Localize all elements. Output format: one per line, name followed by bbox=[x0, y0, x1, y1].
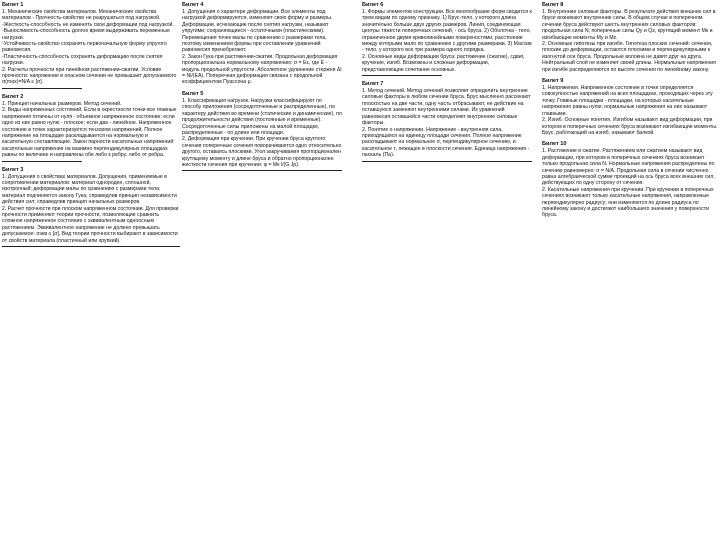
ticket-block bbox=[2, 167, 180, 247]
column-3 bbox=[362, 2, 532, 167]
ticket-paragraph: 1. Формы элементов конструкции. Все многообразие форм сводится к трем видам по одному признаку. 1) Брус-тело, у которого длина значительно больше двух других размеров. Линия, соединяющая центры тяжести поперечных сечений, - ось бруса. 2) Оболочка - тело, ограниченное двумя криволинейными поверхностями, расстояние между которыми мало по сравнению с другими размерами. 3) Массив - тело, у которого все три размера одного порядка. bbox=[362, 9, 534, 54]
ticket-paragraph: 1. Допущения о характере деформации. Все элементы под нагрузкой деформируются, изменяют свою форму и размеры. Деформации, исчезающие после снятия нагрузки, называют упругими; сохраняющиеся - остаточными (пластическими). Перемещения точек малы по сравнению с размерами тела, поэтому изменением формы при составлении уравнений равновесия пренебрегают. bbox=[182, 9, 334, 54]
ticket-paragraph: 2. Понятие о напряжении. Напряжение - внутренняя сила, приходящаяся на единицу площади сечения. Полное напряжение раскладывают на нормальное σ, перпендикулярное сечению, и касательное τ, лежащее в плоскости сечения. Единица напряжения - паскаль (Па). bbox=[362, 126, 531, 159]
column-4 bbox=[542, 2, 718, 224]
ticket-title: Билет 7 bbox=[362, 81, 384, 88]
divider-line bbox=[362, 161, 532, 162]
ticket-block bbox=[362, 2, 532, 76]
ticket-title: Билет 3 bbox=[2, 166, 24, 173]
divider-line bbox=[2, 246, 180, 247]
ticket-block bbox=[362, 81, 532, 161]
ticket-paragraph: 2. Деформация при кручении. При кручении бруса круглого сечения поперечные сечения поворачиваются одно относительно другого, оставаясь плоскими. Угол закручивания пропорционален крутящему моменту и длине бруса и обратно пропорционален жесткости сечения при кручении: φ = Mк l/(G Jp). bbox=[182, 136, 343, 168]
ticket-paragraph: -Выносливость-способность долгое время выдерживать переменные нагрузки. bbox=[2, 28, 172, 41]
ticket-paragraph: 2. Основные гипотезы при изгибе. Гипотеза плоских сечений: сечения, плоские до деформации, остаются плоскими и перпендикулярными к изогнутой оси бруса. Продольные волокна не давят друг на друга. Нейтральный слой не изменяет своей длины. Нормальные напряжения при изгибе распределяются по высоте сечения по линейному закону. bbox=[542, 41, 718, 73]
ticket-title: Билет 4 bbox=[182, 2, 204, 8]
ticket-paragraph: 2. Касательные напряжения при кручении. При кручении в поперечных сечениях возникают только касательные напряжения, направленные перпендикулярно радиусу; они изменяются по длине радиуса по линейному закону и достигают наибольшего значения у поверхности бруса. bbox=[542, 186, 715, 219]
ticket-paragraph: 2. Основные виды деформации бруса: растяжение (сжатие), сдвиг, кручение, изгиб. Возможны и сложные деформации, представляющие сочетание основных. bbox=[362, 53, 526, 73]
ticket-title: Билет 1 bbox=[2, 2, 24, 8]
ticket-block bbox=[542, 78, 718, 136]
ticket-paragraph: 1. Допущения о свойствах материалов. Допущения, применяемые в сопротивлении материалов: материал однороден, сплошной, изотропный; деформации малы по сравнению с размерами тела; материал подчиняется закону Гука; справедлив принцип независимости действия сил; справедлив принцип начальных размеров. bbox=[2, 173, 179, 206]
divider-line bbox=[2, 161, 82, 162]
divider-line bbox=[362, 75, 442, 76]
ticket-title: Билет 2 bbox=[2, 93, 24, 100]
ticket-paragraph: 1. Принцип начальных размеров. Метод сечений. bbox=[2, 100, 122, 107]
ticket-paragraph: -Устойчивость-свойство сохранять первоначальную форму упругого равновесия. bbox=[2, 41, 169, 54]
ticket-block bbox=[182, 2, 342, 86]
ticket-paragraph: 1. Классификация нагрузок. Нагрузки классифицируют по способу приложения (сосредоточенные и распределенные), по характеру действия во времени (статические и динамические), по продолжительности действия (постоянные и временные). Сосредоточенные силы приложены на малой площадке, распределенные - по длине или площади. bbox=[182, 97, 344, 136]
ticket-block bbox=[182, 91, 342, 171]
column-1 bbox=[2, 2, 180, 252]
ticket-paragraph: -Пластичность-способность сохранять деформацию после снятия нагрузки. bbox=[2, 53, 164, 67]
ticket-paragraph: 2. Расчеты прочности при линейном растяжении-сжатии. Условие прочности: напряжение в опасном сечении не превышает допускаемого σ(max)=N/A ≤ [σ]. bbox=[2, 66, 178, 86]
ticket-paragraph: 1. Метод сечений. Метод сечений позволяет определить внутренние силовые факторы в любом сечении бруса. Брус мысленно рассекают плоскостью на две части, одну часть отбрасывают, ее действие на оставшуюся заменяют внутренними силами. Из уравнений равновесия оставшейся части определяют внутренние силовые факторы. bbox=[362, 88, 533, 127]
ticket-paragraph: -Жесткость-способность не изменять свои деформации под нагрузкой. bbox=[2, 21, 174, 28]
column-2 bbox=[182, 2, 342, 176]
ticket-paragraph: 1. Напряжения. Напряженное состояние в точке определяется совокупностью напряжений на всех площадках, проходящих через эту точку. Главные площадки - площадки, на которых касательные напряжения равны нулю; нормальные напряжения на них называют главными. bbox=[542, 85, 715, 117]
ticket-paragraph: 1. Внутренние силовые факторы. В результате действия внешних сил в брусе возникают внутренние силы. В общем случае в поперечном сечении бруса действуют шесть внутренних силовых факторов: продольная сила N, поперечные силы Qy и Qz, крутящий момент Mк и изгибающие моменты My и Mz. bbox=[542, 9, 717, 41]
ticket-block bbox=[2, 2, 180, 89]
divider-line bbox=[182, 170, 342, 171]
divider-line bbox=[2, 88, 82, 89]
ticket-paragraph: 1. Механические свойства материалов. Механические свойства материалов - Прочность-свойство не разрушаться под нагрузкой. bbox=[2, 9, 161, 22]
ticket-paragraph: 2. Изгиб. Основные понятия. Изгибом называют вид деформации, при котором в поперечных сечениях бруса возникают изгибающие моменты. Брус, работающий на изгиб, называют балкой. bbox=[542, 117, 719, 136]
ticket-paragraph: 1. Растяжение и сжатие. Растяжением или сжатием называют вид деформации, при котором в поперечных сечениях бруса возникает только продольная сила N. Нормальные напряжения распределены по сечению равномерно: σ = N/A. Продольная сила в сечении численно равна алгебраической сумме проекций на ось бруса всех внешних сил, действующих по одну сторону от сечения. bbox=[542, 148, 717, 187]
ticket-paragraph: 2. Расчет прочности при плоском напряженном состоянии. Для проверки прочности применяют теории прочности, позволяющие сравнить сложное напряженное состояние с эквивалентным одноосным растяжением. Эквивалентное напряжение не должно превышать допускаемое: σэкв ≤ [σ]. Вид теории прочности выбирают в зависимости от свойств материала (пластичный или хрупкий). bbox=[2, 205, 180, 244]
ticket-paragraph: 2. Виды напряженных состояний. Если в окрестности точки все главные напряжения отличны от нуля - объемное напряженное состояние; если одно из них равно нулю - плоское; если два - линейное. Напряженное состояние в точке характеризуется тензором напряжений. Полное напряжение на площадке раскладывается на нормальную и касательную составляющие. Закон парности касательных напряжений: касательные напряжения на взаимно перпендикулярных площадках равны по величине и направлены обе либо к ребру, либо от ребра. bbox=[2, 107, 178, 159]
ticket-title: Билет 10 bbox=[542, 141, 567, 148]
ticket-paragraph: 2. Закон Гука при растяжении-сжатии. Продольная деформация пропорциональна нормальному напряжению: σ = Eε, где E - модуль продольной упругости. Абсолютное удлинение стержня Δl = Nl/(EA). Поперечная деформация связана с продольной коэффициентом Пуассона μ. bbox=[182, 53, 343, 86]
ticket-title: Билет 6 bbox=[362, 2, 384, 8]
ticket-block bbox=[2, 94, 180, 162]
ticket-title: Билет 9 bbox=[542, 78, 564, 85]
ticket-block bbox=[542, 141, 718, 218]
ticket-title: Билет 8 bbox=[542, 2, 564, 8]
ticket-title: Билет 5 bbox=[182, 90, 204, 97]
ticket-block bbox=[542, 2, 718, 73]
